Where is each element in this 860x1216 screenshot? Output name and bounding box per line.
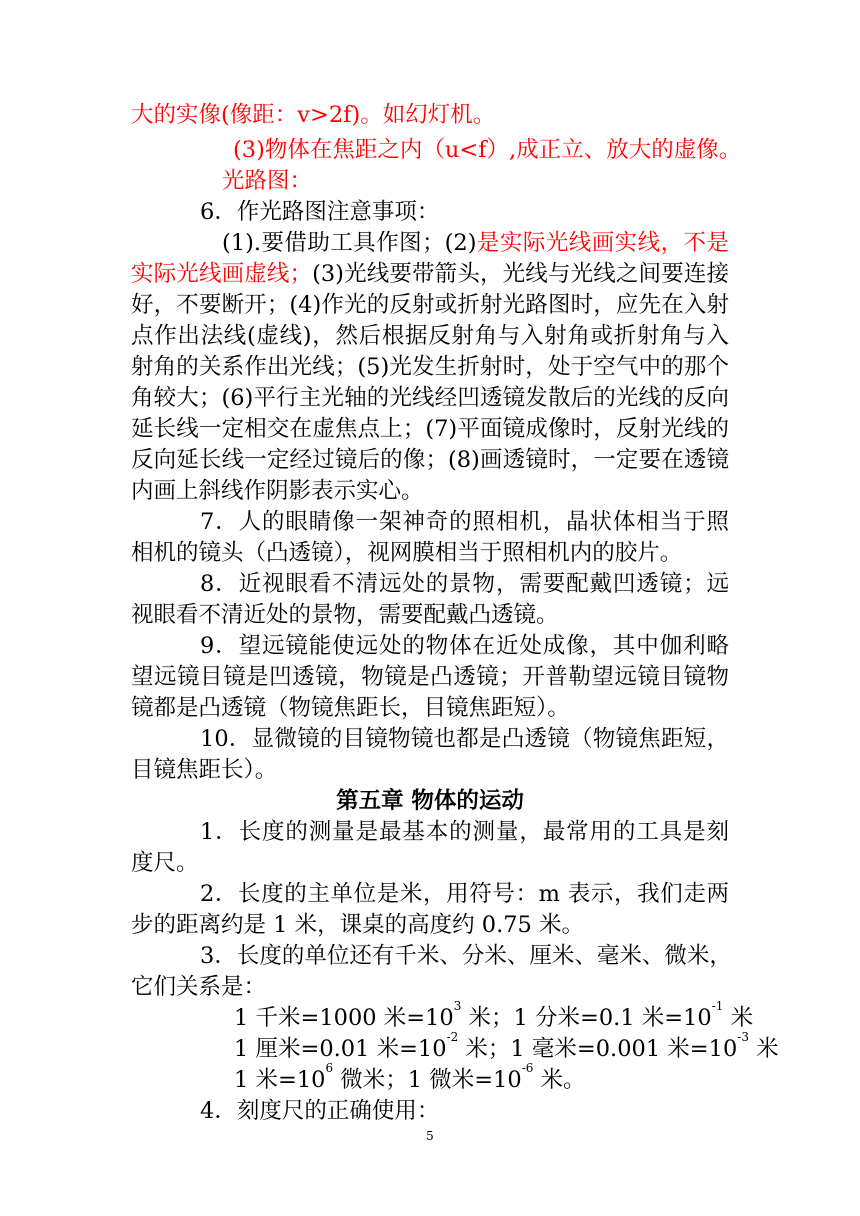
text-line: 内画上斜线作阴影表示实心。: [131, 478, 424, 504]
text-line: 相机的镜头（凸透镜），视网膜相当于照相机内的胶片。: [131, 540, 683, 566]
chapter-title: 第五章 物体的运动: [336, 788, 524, 814]
text-line: 它们关系是：: [131, 974, 267, 1000]
formula-line: 1 米$=10^6$ 微米；1 微米$=10^{-6}$ 米。: [234, 1061, 586, 1093]
text-line: 2．长度的主单位是米，用符号：m 表示，我们走两: [200, 881, 729, 907]
text-line: 光路图：: [222, 168, 313, 194]
text-line: 点作出法线(虚线)，然后根据反射角与入射角或折射角与入: [131, 323, 729, 349]
text-line: 7．人的眼睛像一架神奇的照相机，晶状体相当于照: [200, 509, 729, 535]
text-line: 实际光线画虚线；(3)光线要带箭头，光线与光线之间要连接: [131, 261, 729, 287]
page-number: 5: [426, 1129, 434, 1143]
text-line: 9．望远镜能使远处的物体在近处成像，其中伽利略: [200, 633, 729, 659]
formula-line: 1 厘米=0.01 米$=10^{-2}$ 米；1 毫米=0.001 米$=10^{-3}$ 米: [234, 1030, 779, 1062]
numbered-heading: 4．刻度尺的正确使用：: [200, 1098, 440, 1124]
text-line: 目镜焦距长）。: [131, 757, 278, 783]
text-line: 延长线一定相交在虚焦点上；(7)平面镜成像时，反射光线的: [131, 416, 729, 442]
text-line: 大的实像(像距：v>2f)。如幻灯机。: [131, 102, 496, 128]
text-line: 1．长度的测量是最基本的测量，最常用的工具是刻: [200, 819, 729, 845]
text-line: 视眼看不清近处的景物，需要配戴凸透镜。: [131, 602, 559, 628]
formula-line: 1 千米=1000 米$=10^3$ 米；1 分米=0.1 米$=10^{-1}$ 米: [234, 999, 754, 1031]
text-line: 步的距离约是 1 米，课桌的高度约 0.75 米。: [131, 912, 585, 938]
text-line: 镜都是凸透镜（物镜焦距长，目镜焦距短）。: [131, 695, 570, 721]
text-line: 好，不要断开；(4)作光的反射或折射光路图时，应先在入射: [131, 292, 729, 318]
text-line: 8．近视眼看不清远处的景物，需要配戴凹透镜；远: [200, 571, 729, 597]
text-line: 望远镜目镜是凹透镜，物镜是凸透镜；开普勒望远镜目镜物: [131, 664, 729, 690]
text-line: 3．长度的单位还有千米、分米、厘米、毫米、微米，: [200, 943, 732, 969]
text-line: 角较大；(6)平行主光轴的光线经凹透镜发散后的光线的反向: [131, 385, 729, 411]
text-line: 射角的关系作出光线；(5)光发生折射时，处于空气中的那个: [131, 354, 729, 380]
numbered-heading: 6．作光路图注意事项：: [200, 199, 440, 225]
text-line: 度尺。: [131, 850, 199, 876]
text-line: 反向延长线一定经过镜后的像；(8)画透镜时，一定要在透镜: [131, 447, 729, 473]
text-line: (1).要借助工具作图；(2)是实际光线画实线，不是: [222, 230, 729, 256]
text-line: 10．显微镜的目镜物镜也都是凸透镜（物镜焦距短，: [200, 726, 729, 752]
text-line: (3)物体在焦距之内（u<f）,成正立、放大的虚像。: [233, 137, 742, 163]
